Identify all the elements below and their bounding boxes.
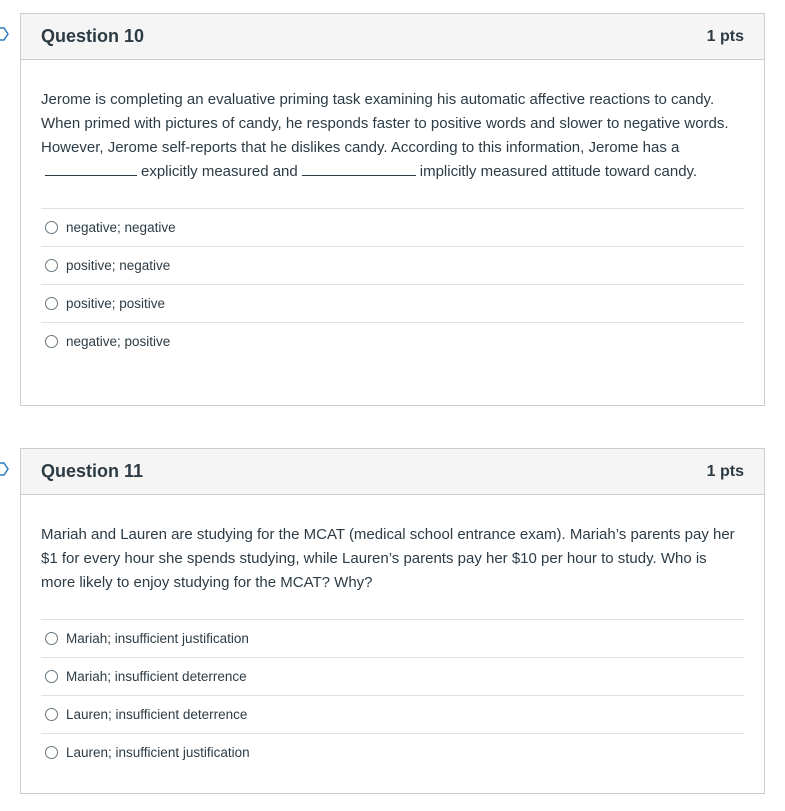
answer-label: positive; positive: [66, 296, 166, 311]
question-text-part1: Jerome is completing an evaluative priming task examining his automatic affective reactions to candy. When primed with pictures of candy, he responds faster to positive words and slower to negative words. However, Jerome self-reports that he dislikes candy. According to this information, Jerome has a: [41, 91, 729, 156]
answer-label: negative; negative: [66, 220, 176, 235]
question-10: [20, 13, 765, 406]
flag-question-icon[interactable]: [0, 461, 10, 477]
question-header: [21, 449, 764, 495]
answer-option[interactable]: [41, 208, 744, 246]
radio-button[interactable]: [45, 632, 58, 645]
radio-button[interactable]: [45, 670, 58, 683]
question-body: [21, 60, 764, 360]
question-text-part2: explicitly measured and: [141, 163, 298, 180]
radio-button[interactable]: [45, 297, 58, 310]
question-11: [20, 448, 765, 794]
radio-button[interactable]: [45, 746, 58, 759]
blank-1: [45, 175, 137, 176]
question-title: Question 10: [41, 26, 145, 46]
answer-option[interactable]: [41, 619, 744, 657]
answer-option[interactable]: [41, 657, 744, 695]
flag-question-icon[interactable]: [0, 26, 10, 42]
answer-label: Mariah; insufficient deterrence: [66, 669, 247, 684]
answer-label: Mariah; insufficient justification: [66, 631, 249, 646]
answer-option[interactable]: [41, 322, 744, 360]
answer-label: positive; negative: [66, 258, 171, 273]
answer-label: Lauren; insufficient deterrence: [66, 707, 248, 722]
answer-option[interactable]: [41, 246, 744, 284]
answer-list: [41, 619, 744, 771]
radio-button[interactable]: [45, 221, 58, 234]
question-points: 1 pts: [706, 462, 744, 480]
question-text: Mariah and Lauren are studying for the MCAT (medical school entrance exam). Mariah’s parents pay her $1 for every hour she spends studying, while Lauren’s parents pay her $10 per hour to study. Who is more likely to enjoy studying for the MCAT? Why?: [41, 526, 735, 591]
answer-option[interactable]: [41, 733, 744, 771]
answer-label: Lauren; insufficient justification: [66, 745, 250, 760]
blank-2: [302, 175, 416, 176]
question-points: 1 pts: [706, 27, 744, 45]
radio-button[interactable]: [45, 259, 58, 272]
answer-option[interactable]: [41, 284, 744, 322]
radio-button[interactable]: [45, 335, 58, 348]
question-title: Question 11: [41, 461, 144, 481]
answer-option[interactable]: [41, 695, 744, 733]
question-text: [41, 88, 744, 184]
answer-list: [41, 208, 744, 360]
question-text-part3: implicitly measured attitude toward candy.: [419, 163, 698, 180]
question-header: [21, 14, 764, 60]
radio-button[interactable]: [45, 708, 58, 721]
question-body: [21, 495, 764, 771]
answer-label: negative; positive: [66, 334, 171, 349]
